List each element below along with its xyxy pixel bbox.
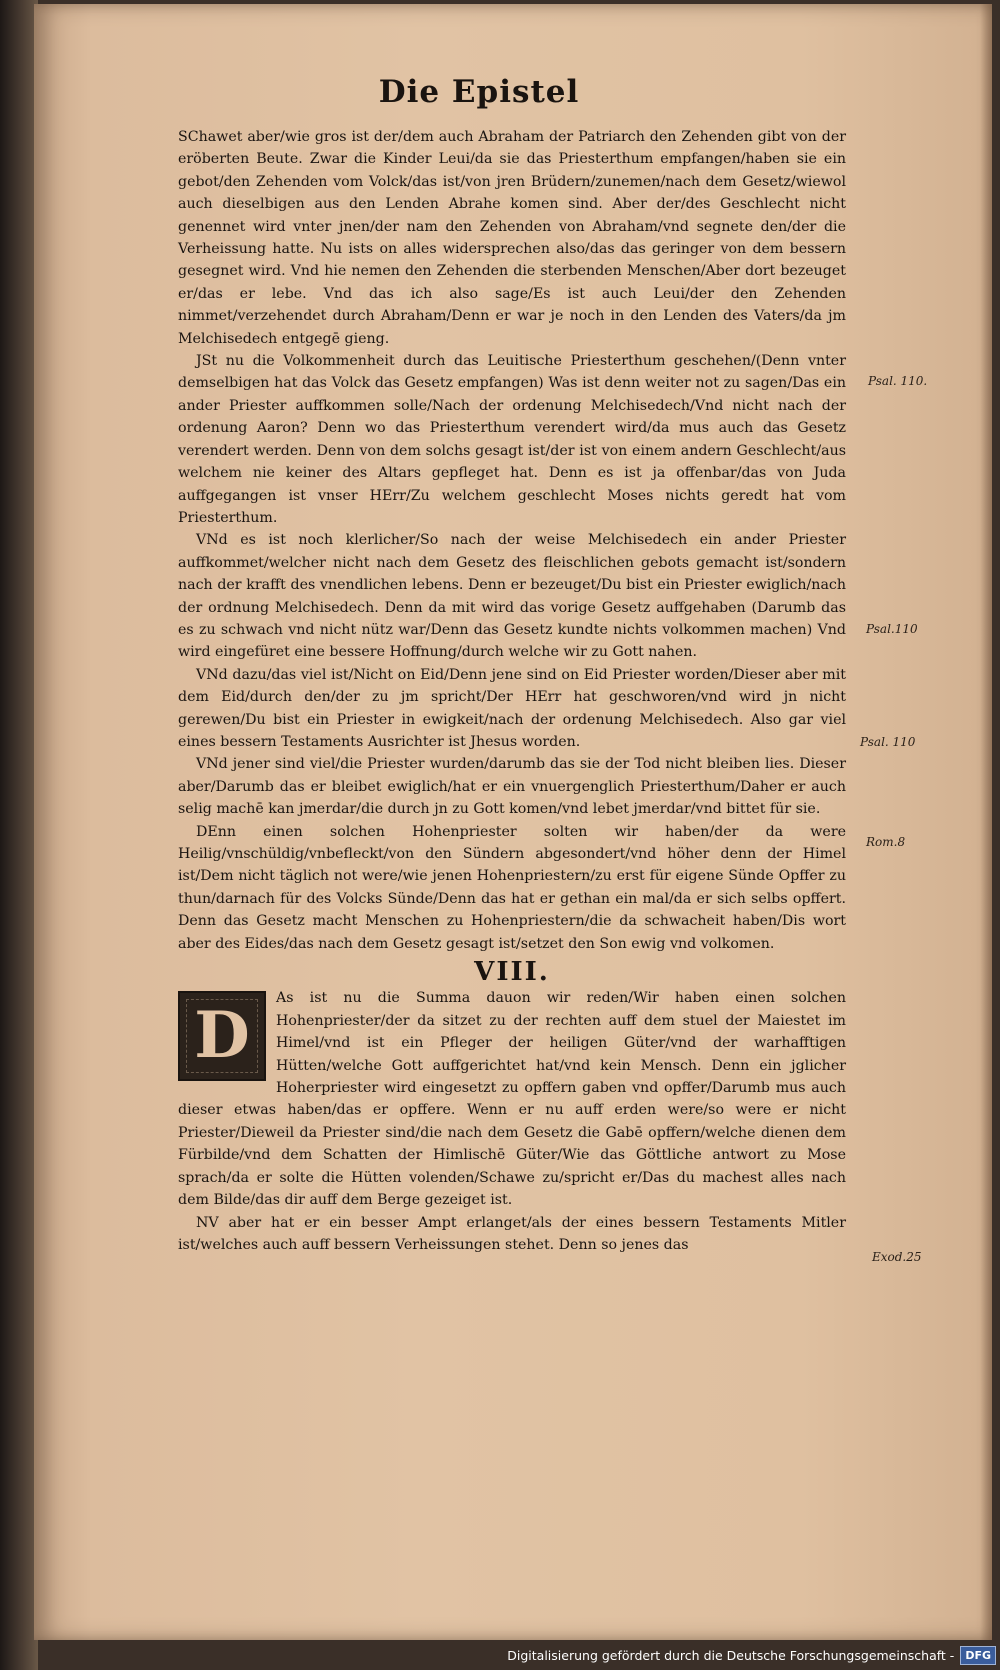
margin-note-psal-110-a: Psal. 110.: [868, 374, 928, 388]
paragraph-5: VNd jener sind viel/die Priester wurden/darumb das sie der Tod nicht bleiben lies. Dieser aber/Darumb das er bleibet ewiglich/hat er ein vnuergenglich Priesterthum/Daher er auch selig machē kan jmerdar/die durch jn zu Gott komen/vnd lebet jmerdar/vnd bittet für sie.: [178, 756, 846, 818]
decorated-initial: D: [178, 991, 266, 1081]
footer-credit-text: Digitalisierung gefördert durch die Deutsche Forschungsgemeinschaft -: [507, 1647, 955, 1663]
margin-note-psal-110-c: Psal. 110: [860, 735, 916, 749]
paragraph-3: VNd es ist noch klerlicher/So nach der weise Melchisedech ein ander Priester auffkommet/welcher nicht nach dem Gesetz des fleischlichen gebots gemacht ist/sondern nach der krafft des vnendlichen lebens. Denn er bezeuget/Du bist ein Priester ewiglich/nach der ordnung Melchisedech. Denn da mit wird das vorige Gesetz auffgehaben (Darumb das es zu schwach vnd nicht nütz war/Denn das Gesetz kundte nichts volkommen machen) Vnd wird eingefüret eine bessere Hoffnung/durch welche wir zu Gott nahen.: [178, 532, 846, 661]
book-spine: [0, 0, 38, 1670]
margin-note-psal-110-b: Psal.110: [866, 622, 918, 636]
margin-note-rom-8: Rom.8: [866, 835, 906, 849]
margin-note-exod-25: Exod.25: [872, 1250, 922, 1264]
paragraph-6: DEnn einen solchen Hohenpriester solten wir haben/der da were Heilig/vnschüldig/vnbefleckt/von den Sündern abgesondert/vnd höher denn der Himel ist/Dem nicht täglich not were/wie jenen Hohenpriestern/zu erst für eigene Sünde Opffer zu thun/darnach für des Volcks Sünde/Denn das hat er gethan ein mal/da er sich selbs opffert. Denn das Gesetz macht Menschen zu Hohenpriestern/die da schwacheit haben/Dis wort aber des Eides/das nach dem Gesetz gesagt ist/setzet den Son ewig vnd volkomen.: [178, 823, 846, 952]
chapter-paragraph-1: As ist nu die Summa dauon wir reden/Wir haben einen solchen Hohenpriester/der da sitzet zu der rechten auff dem stuel der Maiestet im Himel/vnd ist ein Pfleger der heiligen Güter/vnd der warhafftigen Hütten/welche Gott auffgerichtet hat/vnd kein Mensch. Denn ein jglicher Hoherpriester wird eingesetzt zu opffern gaben vnd opffer/Darumb mus auch dieser etwas haben/das er opffere. Wenn er nu auff erden were/so were er nicht Priester/Dieweil da Priester sind/die nach dem Gesetz die Gabē opffern/welche dienen dem Fürbilde/vnd dem Schatten der Himlischē Güter/Wie das Göttliche antwort zu Mose sprach/da er solte die Hütten volenden/Schawe zu/spricht er/Das du machest alles nach dem Bilde/das dir auff dem Berge gezeiget ist.: [178, 990, 846, 1209]
main-text-block: [178, 126, 846, 1256]
paragraph-4: VNd dazu/das viel ist/Nicht on Eid/Denn jene sind on Eid Priester worden/Dieser aber mit dem Eid/durch den/der zu jm spricht/Der HErr hat geschworen/vnd wird jn nicht gerewen/Du bist ein Priester in ewigkeit/nach der ordenung Melchisedech. Also gar viel eines bessern Testaments Ausrichter ist Jhesus worden.: [178, 666, 846, 750]
digitization-footer: [507, 1644, 996, 1666]
chapter-paragraph-2: NV aber hat er ein besser Ampt erlanget/als der eines bessern Testaments Mitler ist/welches auch auff bessern Verheissungen stehet. Denn so jenes das: [178, 1214, 846, 1253]
page-edge-shadow: [980, 4, 992, 1640]
chapter-number: VIII.: [474, 957, 550, 988]
paragraph-2: JSt nu die Volkommenheit durch das Leuitische Priesterthum geschehen/(Denn vnter demselbigen hat das Volck das Gesetz empfangen) Was ist denn weiter not zu sagen/Das ein ander Priester auffkommen solle/Nach der ordenung Melchisedech/Vnd nicht nach der ordenung Aaron? Denn wo das Priesterthum verendert wird/da mus auch das Gesetz verendert werden. Denn von dem solchs gesagt ist/der ist von einem andern Geschlecht/aus welchem nie keiner des Altars gepfleget hat. Denn es ist ja offenbar/das von Juda auffgegangen ist vnser HErr/Zu welchem geschlecht Moses nichts geredt hat vom Priesterthum.: [178, 353, 846, 526]
running-head: Die Epistel: [378, 74, 580, 110]
paragraph-1: SChawet aber/wie gros ist der/dem auch Abraham der Patriarch den Zehenden gibt von der eröberten Beute. Zwar die Kinder Leui/da sie das Priesterthum empfangen/haben sie ein gebot/den Zehenden vom Volck/das ist/von jren Brüdern/zunemen/nach dem Gesetz/wiewol auch dieselbigen aus den Lenden Abrahe komen sind. Aber der/des Geschlecht nicht genennet wird vnter jnen/der nam den Zehenden von Abraham/vnd segnete den/der die Verheissung hatte. Nu ists on alles widersprechen also/das das geringer von dem bessern gesegnet wird. Vnd hie nemen den Zehenden die sterbenden Menschen/Aber dort bezeuget er/das er lebe. Vnd das ich also sage/Es ist auch Leui/der den Zehenden nimmet/verzehendet durch Abraham/Denn er war je noch in den Lenden des Vaters/da jm Melchisedech entgegē gieng.: [178, 129, 846, 347]
dfg-logo: DFG: [960, 1646, 996, 1665]
chapter-opening: [178, 987, 846, 1211]
